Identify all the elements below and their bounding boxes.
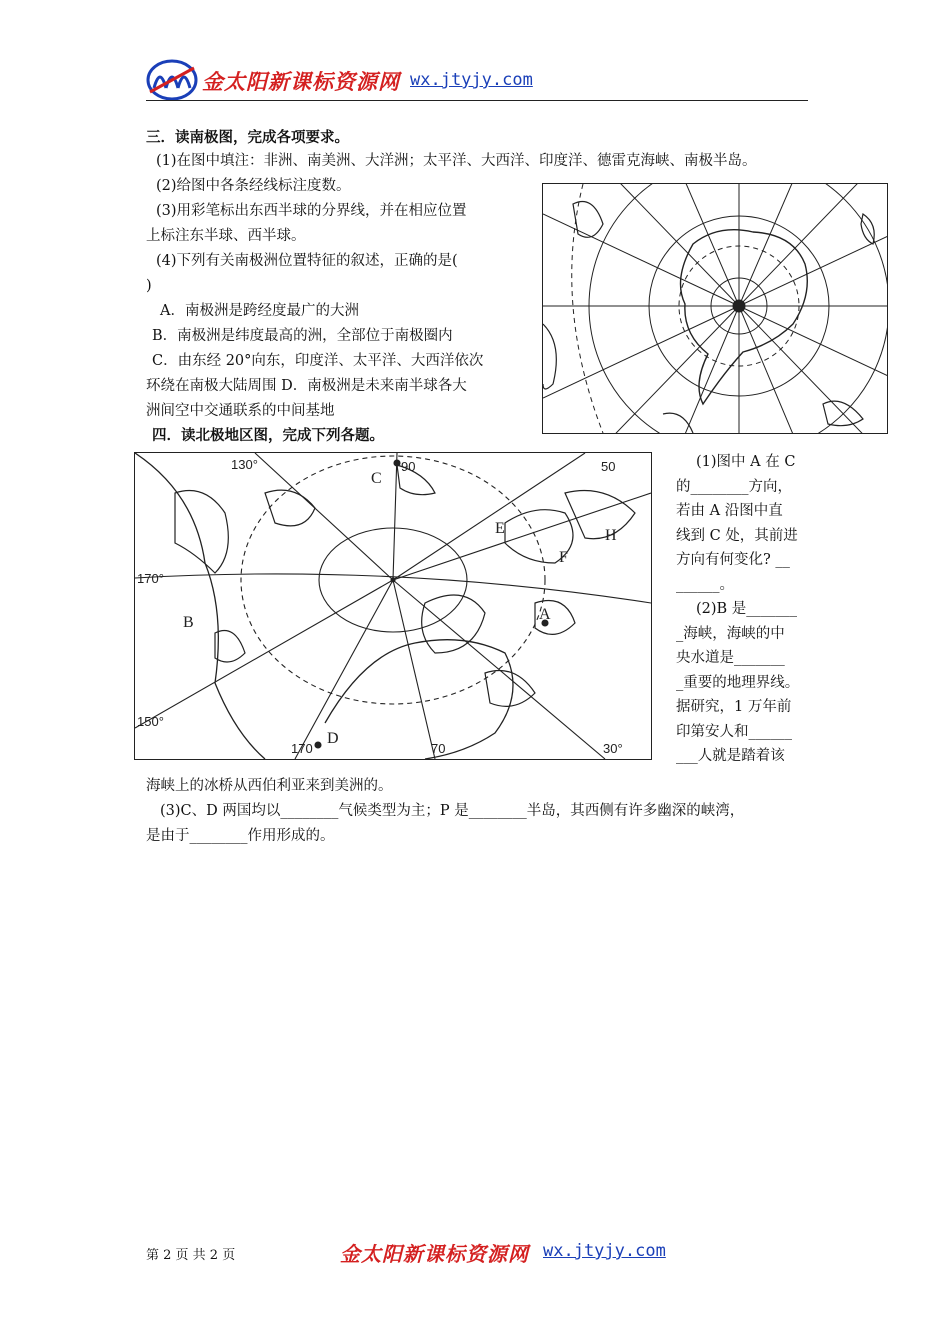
arctic-label-lon170w: 170° (137, 571, 164, 586)
arctic-label-lon50: 50 (601, 459, 616, 474)
side-line-8: _海峡，海峡的中 (676, 625, 785, 642)
section3-title: 三．读南极图，完成各项要求。 (146, 129, 349, 146)
side-line-3: 若由 A 沿图中直 (676, 503, 783, 519)
section3-q2: (2)给图中各条经线标注度数。 (156, 178, 351, 194)
section3-option-c-line2: 环绕在南极大陆周围 D．南极洲是未来南半球各大 (146, 378, 467, 394)
side-line-13: ___人就是踏着该 (676, 748, 785, 764)
section3-q3-line1: (3)用彩笔标出东西半球的分界线，并在相应位置 (156, 203, 467, 219)
page-number: 第 2 页 共 2 页 (146, 1248, 236, 1263)
side-line-12: 印第安人和______ (676, 723, 792, 740)
arctic-label-lon130: 130° (231, 457, 258, 472)
section3-option-c-line1: C．由东经 20°向东，印度洋、太平洋、大西洋依次 (152, 353, 484, 369)
side-line-5: 方向有何变化? __ (676, 552, 790, 568)
arctic-label-lon70: 70 (431, 741, 446, 756)
arctic-label-lon30: 30° (603, 741, 623, 756)
arctic-label-b: B (183, 614, 194, 631)
section3-q4-line1: (4)下列有关南极洲位置特征的叙述，正确的是( (156, 253, 458, 269)
arctic-label-lon90: 90 (401, 459, 416, 474)
site-logo-icon (146, 58, 198, 102)
section3-option-b: B．南极洲是纬度最高的洲，全部位于南极圈内 (152, 328, 453, 344)
antarctic-map (542, 183, 888, 434)
arctic-label-f: F (559, 549, 568, 566)
side-line-7: (2)B 是_______ (696, 601, 798, 617)
section4-continuation: 海峡上的冰桥从西伯利亚来到美洲的。 (146, 778, 393, 794)
section3-q3-line2: 上标注东半球、西半球。 (146, 228, 306, 244)
side-line-6: ______。 (676, 576, 734, 593)
section4-q3-line2: 是由于________作用形成的。 (146, 828, 335, 844)
side-line-11: 据研究，1 万年前 (676, 699, 792, 715)
side-line-4: 线到 C 处，其前进 (676, 527, 798, 544)
arctic-label-c: C (371, 470, 382, 487)
side-line-1: (1)图中 A 在 C (696, 454, 796, 470)
side-line-10: _重要的地理界线。 (676, 674, 800, 691)
section3-option-c-line3: 洲间空中交通联系的中间基地 (146, 403, 335, 419)
header-divider (146, 100, 808, 101)
header-brand: 金太阳新课标资源网 (202, 70, 400, 94)
arctic-label-h: H (605, 527, 617, 544)
header-url-link[interactable]: wx.jtyjy.com (410, 70, 533, 90)
section3-option-a: A．南极洲是跨经度最广的大洲 (160, 303, 359, 319)
side-line-2: 的________方向， (676, 478, 792, 495)
section4-title: 四．读北极地区图，完成下列各题。 (152, 427, 384, 444)
side-line-9: 央水道是_______ (676, 650, 785, 666)
arctic-label-d: D (327, 730, 339, 747)
section4-side-text (676, 450, 799, 769)
section4-q3-line1: (3)C、D 两国均以________气候类型为主；P 是________半岛，其西侧有许多幽深的峡湾， (160, 803, 745, 819)
arctic-label-lon170: 170 (291, 741, 313, 756)
arctic-map (134, 452, 652, 760)
arctic-label-a: A (539, 606, 551, 623)
footer-brand: 金太阳新课标资源网 (340, 1242, 529, 1266)
arctic-label-e: E (495, 520, 505, 537)
section3-q4-line2: ) (146, 278, 152, 294)
arctic-label-lon150: 150° (137, 714, 164, 729)
footer-url-link[interactable]: wx.jtyjy.com (543, 1241, 666, 1261)
section3-q1: (1)在图中填注：非洲、南美洲、大洋洲；太平洋、大西洋、印度洋、德雷克海峡、南极半岛。 (156, 153, 757, 169)
